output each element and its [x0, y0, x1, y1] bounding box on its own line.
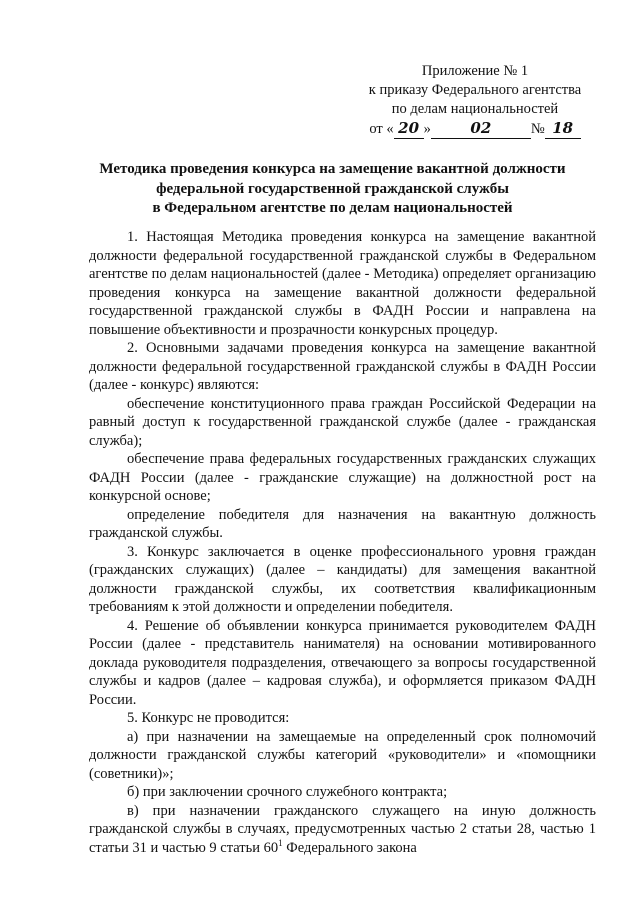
paragraph: б) при заключении срочного служебного контракта;	[127, 784, 448, 800]
footnote-superscript: 1	[278, 837, 283, 848]
appendix-title: Приложение № 1	[421, 63, 529, 79]
paragraph: 3. Конкурс заключается в оценке профессионального уровня граждан (гражданских служащих) (далее – кандидаты) для замещения вакантной должности гражданской службы, их соответствия квалификационным требованиям к этой должности и определении победителя.	[89, 543, 596, 615]
paragraph-last-tail: Федерального закона	[282, 839, 417, 856]
paragraph: 2. Основными задачами проведения конкурса на замещение вакантной должности федеральной государственной гражданской службы в ФАДН России (далее - конкурс) являются:	[89, 340, 596, 393]
appendix-date-line	[340, 119, 610, 139]
appendix-order-ref: к приказу Федерального агентства	[368, 82, 582, 98]
title-line-1: Методика проведения конкурса на замещение вакантной должности	[99, 161, 566, 177]
paragraph-last-text: в) при назначении гражданского служащего на иную должность гражданской службы в случаях, предусмотренных частью 2 статьи 28, частью 1 статьи 31 и частью 9 статьи 60	[89, 802, 596, 856]
handwritten-day: 20	[394, 119, 424, 139]
handwritten-number: 18	[545, 119, 581, 139]
document-title	[60, 160, 605, 219]
date-mid: »	[423, 121, 431, 137]
title-line-3: в Федеральном агентстве по делам национальностей	[152, 200, 513, 216]
date-prefix: от «	[369, 121, 394, 137]
paragraph: обеспечение права федеральных государственных гражданских служащих ФАДН России (далее - гражданские служащие) на должностной рост на конкурсной основе;	[89, 451, 596, 504]
paragraph: 1. Настоящая Методика проведения конкурса на замещение вакантной должности федеральной государственной гражданской службы в Федеральном агентстве по делам национальностей (далее - Методика) определяет организацию проведения конкурса на замещение вакантной должности федеральной государственной гражданской службы в ФАДН России и направлена на повышение объективности и прозрачности конкурсных процедур.	[89, 229, 596, 338]
appendix-header	[340, 62, 610, 139]
number-prefix: №	[530, 121, 545, 137]
paragraph: а) при назначении на замещаемые на определенный срок полномочий должности гражданской службы категорий «руководители» и «помощники (советники)»;	[89, 728, 596, 782]
document-body	[89, 228, 596, 857]
appendix-agency: по делам национальностей	[391, 101, 559, 117]
title-line-2: федеральной государственной гражданской службы	[156, 180, 509, 197]
paragraph: определение победителя для назначения на вакантную должность гражданской службы.	[89, 506, 596, 541]
paragraph-last	[89, 802, 596, 858]
handwritten-month: 02	[431, 119, 531, 139]
paragraph: 5. Конкурс не проводится:	[127, 710, 290, 726]
paragraph: 4. Решение об объявлении конкурса принимается руководителем ФАДН России (далее - представитель нанимателя) на основании мотивированного доклада руководителя подразделения, отвечающего за вопросы государственной службы и кадров (далее – кадровая служба), и оформляется приказом ФАДН России.	[89, 617, 596, 708]
paragraph: обеспечение конституционного права граждан Российской Федерации на равный доступ к государственной гражданской службе (далее - гражданская служба);	[89, 395, 596, 449]
